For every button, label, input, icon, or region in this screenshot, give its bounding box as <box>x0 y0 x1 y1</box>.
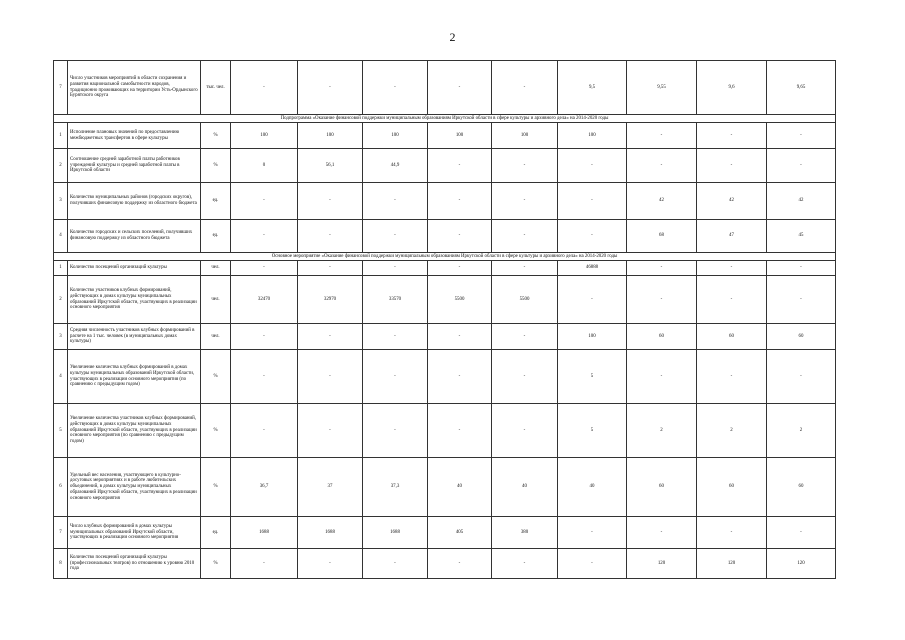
indicator-name: Увеличение количества участников клубных формирований, действующих в домах культуры муниципальных образований Иркутской области, участвующих в реализации основного мероприятия (по сравнению с предыдущим годом) <box>68 404 201 458</box>
value-cell: - <box>363 404 428 458</box>
table-row <box>54 404 836 458</box>
value-cell: - <box>627 123 697 149</box>
unit-cell: % <box>201 549 231 579</box>
value-cell: - <box>231 350 298 404</box>
value-cell: - <box>428 404 492 458</box>
table-row <box>54 61 836 115</box>
value-cell: - <box>363 350 428 404</box>
value-cell: - <box>492 404 558 458</box>
value-cell: - <box>767 350 836 404</box>
value-cell: - <box>298 61 363 115</box>
value-cell: - <box>558 276 627 324</box>
value-cell: 60 <box>767 324 836 350</box>
value-cell: - <box>298 183 363 220</box>
table-row <box>54 261 836 276</box>
value-cell: 1688 <box>231 517 298 549</box>
value-cell: - <box>697 350 767 404</box>
unit-cell: % <box>201 458 231 517</box>
value-cell: 100 <box>558 123 627 149</box>
value-cell: - <box>697 517 767 549</box>
row-number: 5 <box>54 404 68 458</box>
indicator-name: Количество участников клубных формирований, действующих в домах культуры муниципальных образований Иркутской области, участвующих в реализации основного мероприятия <box>68 276 201 324</box>
value-cell: 60 <box>697 324 767 350</box>
table-row <box>54 549 836 579</box>
value-cell: - <box>363 324 428 350</box>
value-cell: 120 <box>697 549 767 579</box>
row-number: 7 <box>54 517 68 549</box>
indicator-name: Исполнение плановых значений по предоставлению межбюджетных трансфертов в сфере культуры <box>68 123 201 149</box>
value-cell: 32970 <box>298 276 363 324</box>
value-cell: - <box>558 183 627 220</box>
value-cell: 42 <box>627 183 697 220</box>
value-cell: 40 <box>558 458 627 517</box>
value-cell: 60 <box>627 324 697 350</box>
value-cell: 56,1 <box>298 149 363 183</box>
value-cell: - <box>492 350 558 404</box>
value-cell: 47 <box>697 220 767 253</box>
value-cell: 0 <box>231 149 298 183</box>
value-cell: 100 <box>428 123 492 149</box>
table-row <box>54 220 836 253</box>
value-cell: 405 <box>428 517 492 549</box>
indicator-name: Количество муниципальных районов (городских округов), получивших финансовую поддержку из областного бюджета <box>68 183 201 220</box>
value-cell: - <box>492 149 558 183</box>
row-number: 8 <box>54 549 68 579</box>
indicator-name: Количество посещений организаций культуры (профессиональных театров) по отношению к уровню 2010 года <box>68 549 201 579</box>
section-header-row <box>54 253 836 261</box>
value-cell: - <box>492 549 558 579</box>
value-cell: - <box>627 350 697 404</box>
table-body <box>54 61 836 579</box>
value-cell: 120 <box>767 549 836 579</box>
value-cell: 37 <box>298 458 363 517</box>
value-cell: 100 <box>231 123 298 149</box>
row-number: 7 <box>54 61 68 115</box>
unit-cell: ед. <box>201 220 231 253</box>
indicator-name: Увеличение количества клубных формирований в домах культуры муниципальных образований Иркутской области, участвующих в реализации основного мероприятия (по сравнению с предыдущим годом) <box>68 350 201 404</box>
value-cell: - <box>492 324 558 350</box>
value-cell: - <box>558 549 627 579</box>
row-number: 1 <box>54 123 68 149</box>
value-cell: - <box>627 517 697 549</box>
value-cell: - <box>231 404 298 458</box>
indicator-name: Соотношение средней заработной платы работников учреждений культуры и средней заработной платы в Иркутской области <box>68 149 201 183</box>
value-cell: - <box>767 261 836 276</box>
value-cell: - <box>492 183 558 220</box>
table-row <box>54 324 836 350</box>
value-cell: - <box>697 276 767 324</box>
value-cell: 5500 <box>492 276 558 324</box>
value-cell: - <box>697 149 767 183</box>
value-cell: 33570 <box>363 276 428 324</box>
value-cell: - <box>428 324 492 350</box>
value-cell: - <box>428 61 492 115</box>
table-row <box>54 276 836 324</box>
indicator-name: Количество посещений организаций культуры <box>68 261 201 276</box>
unit-cell: тыс. чел. <box>201 61 231 115</box>
value-cell: - <box>697 261 767 276</box>
unit-cell: чел. <box>201 276 231 324</box>
unit-cell: ед. <box>201 183 231 220</box>
page-number: 2 <box>449 30 456 44</box>
value-cell: 60 <box>767 458 836 517</box>
value-cell: - <box>767 517 836 549</box>
table-row <box>54 123 836 149</box>
value-cell: - <box>492 220 558 253</box>
value-cell: 40 <box>428 458 492 517</box>
unit-cell: % <box>201 350 231 404</box>
row-number: 2 <box>54 149 68 183</box>
indicators-table <box>53 60 836 579</box>
value-cell: - <box>697 123 767 149</box>
value-cell: - <box>627 261 697 276</box>
value-cell: - <box>298 404 363 458</box>
unit-cell: чел. <box>201 324 231 350</box>
table-row <box>54 149 836 183</box>
section-title: Подпрограмма «Оказание финансовой поддержки муниципальным образованиям Иркутской области в сфере культуры и архивного дела» на 2014-2020 годы <box>54 115 836 123</box>
row-number: 1 <box>54 261 68 276</box>
table-row <box>54 458 836 517</box>
value-cell: - <box>627 276 697 324</box>
value-cell: 100 <box>298 123 363 149</box>
value-cell: 9,6 <box>697 61 767 115</box>
unit-cell: % <box>201 404 231 458</box>
row-number: 4 <box>54 350 68 404</box>
value-cell: 42 <box>767 183 836 220</box>
value-cell: - <box>428 220 492 253</box>
value-cell: 9,65 <box>767 61 836 115</box>
value-cell: 5 <box>558 404 627 458</box>
value-cell: 68 <box>627 220 697 253</box>
unit-cell: % <box>201 123 231 149</box>
indicator-name: Число клубных формирований в домах культуры муниципальных образований Иркутской области, участвующих в реализации основного мероприятия <box>68 517 201 549</box>
value-cell: 2 <box>627 404 697 458</box>
value-cell: 60 <box>627 458 697 517</box>
value-cell: 9,5 <box>558 61 627 115</box>
value-cell: 2 <box>767 404 836 458</box>
value-cell: - <box>298 220 363 253</box>
table-row <box>54 350 836 404</box>
value-cell: - <box>298 261 363 276</box>
section-title: Основное мероприятие «Оказание финансовой поддержки муниципальным образованиям Иркутской области в сфере культуры и архивного дела» на 2014-2020 годы <box>54 253 836 261</box>
value-cell: - <box>298 324 363 350</box>
value-cell: 1688 <box>363 517 428 549</box>
value-cell: 32470 <box>231 276 298 324</box>
row-number: 3 <box>54 324 68 350</box>
value-cell: - <box>767 123 836 149</box>
value-cell: 36,7 <box>231 458 298 517</box>
value-cell: - <box>428 261 492 276</box>
value-cell: 5 <box>558 350 627 404</box>
value-cell: 37,3 <box>363 458 428 517</box>
value-cell: 40 <box>492 458 558 517</box>
value-cell: - <box>558 220 627 253</box>
unit-cell: % <box>201 149 231 183</box>
section-header-row <box>54 115 836 123</box>
indicator-name: Количество городских и сельских поселений, получивших финансовую поддержку из областного бюджета <box>68 220 201 253</box>
value-cell: 120 <box>627 549 697 579</box>
value-cell: - <box>363 549 428 579</box>
value-cell: - <box>767 149 836 183</box>
value-cell: - <box>231 324 298 350</box>
row-number: 6 <box>54 458 68 517</box>
value-cell: - <box>627 149 697 183</box>
row-number: 2 <box>54 276 68 324</box>
indicator-name: Удельный вес населения, участвующего в культурно-досуговых мероприятиях и в работе любительских объединений, в домах культуры муниципальных образований Иркутской области, участвующих в реализации основного мероприятия <box>68 458 201 517</box>
value-cell: 44,9 <box>363 149 428 183</box>
value-cell: 100 <box>363 123 428 149</box>
indicator-name: Число участников мероприятий в области сохранения и развития национальной самобытности народов, традиционно проживающих на территории Усть-Ордынского Бурятского округа <box>68 61 201 115</box>
value-cell: - <box>231 220 298 253</box>
value-cell: - <box>231 61 298 115</box>
value-cell: 2 <box>697 404 767 458</box>
value-cell: - <box>231 261 298 276</box>
indicator-name: Средняя численность участников клубных формирований в расчете на 1 тыс. человек (в муниципальных домах культуры) <box>68 324 201 350</box>
value-cell: - <box>363 183 428 220</box>
value-cell: - <box>363 61 428 115</box>
value-cell: 100 <box>492 123 558 149</box>
value-cell: 42 <box>697 183 767 220</box>
value-cell: 60 <box>697 458 767 517</box>
value-cell: - <box>558 517 627 549</box>
value-cell: - <box>428 149 492 183</box>
value-cell: - <box>558 149 627 183</box>
value-cell: 9,55 <box>627 61 697 115</box>
value-cell: 45 <box>767 220 836 253</box>
row-number: 4 <box>54 220 68 253</box>
value-cell: - <box>298 549 363 579</box>
value-cell: - <box>428 350 492 404</box>
value-cell: - <box>428 549 492 579</box>
value-cell: - <box>492 61 558 115</box>
value-cell: - <box>231 183 298 220</box>
value-cell: - <box>363 261 428 276</box>
value-cell: - <box>428 183 492 220</box>
value-cell: - <box>767 276 836 324</box>
row-number: 3 <box>54 183 68 220</box>
value-cell: 46888 <box>558 261 627 276</box>
unit-cell: ед. <box>201 517 231 549</box>
value-cell: - <box>298 350 363 404</box>
value-cell: 1688 <box>298 517 363 549</box>
value-cell: 100 <box>558 324 627 350</box>
table-row <box>54 517 836 549</box>
value-cell: - <box>231 549 298 579</box>
value-cell: - <box>492 261 558 276</box>
value-cell: - <box>363 220 428 253</box>
value-cell: 5500 <box>428 276 492 324</box>
unit-cell: чел. <box>201 261 231 276</box>
value-cell: 380 <box>492 517 558 549</box>
table-row <box>54 183 836 220</box>
